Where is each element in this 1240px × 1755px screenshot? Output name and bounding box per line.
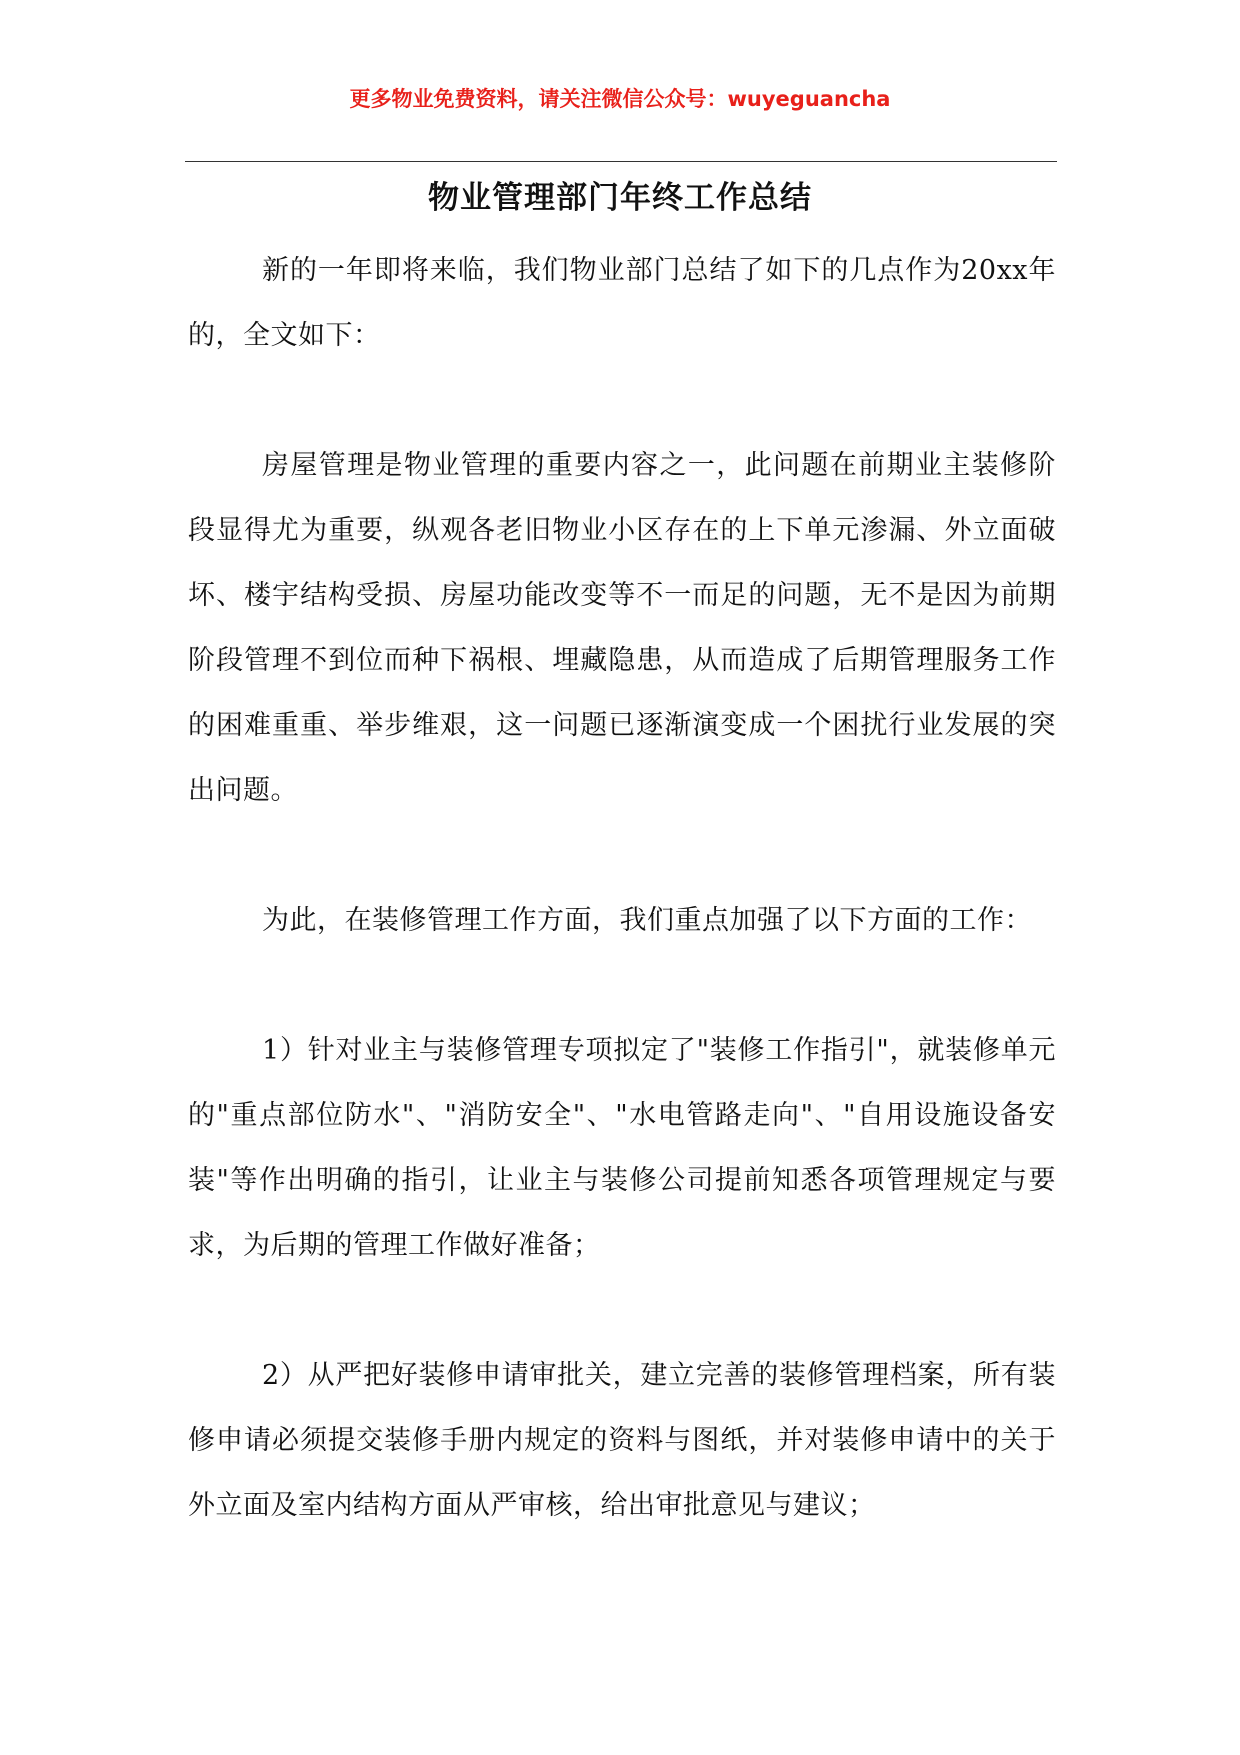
paragraph-housing-management: 房屋管理是物业管理的重要内容之一，此问题在前期业主装修阶段显得尤为重要，纵观各老旧物业小区存在的上下单元渗漏、外立面破坏、楼宇结构受损、房屋功能改变等不一而足的问题，无不是因为前期阶段管理不到位而种下祸根、埋藏隐患，从而造成了后期管理服务工作的困难重重、举步维艰，这一问题已逐渐演变成一个困扰行业发展的突出问题。 bbox=[188, 450, 1056, 806]
paragraph-item-1: 1）针对业主与装修管理专项拟定了"装修工作指引"，就装修单元的"重点部位防水"、"消防安全"、"水电管路走向"、"自用设施设备安装"等作出明确的指引，让业主与装修公司提前知悉各项管理规定与要求，为后期的管理工作做好准备； bbox=[188, 1035, 1056, 1261]
paragraph-gap bbox=[188, 823, 1056, 888]
paragraph-gap bbox=[188, 1278, 1056, 1343]
header-divider bbox=[185, 161, 1057, 162]
document-body bbox=[188, 238, 1056, 1538]
paragraph-renovation-focus: 为此，在装修管理工作方面，我们重点加强了以下方面的工作： bbox=[262, 905, 1032, 936]
paragraph-gap bbox=[188, 368, 1056, 433]
paragraph-item-2: 2）从严把好装修申请审批关，建立完善的装修管理档案，所有装修申请必须提交装修手册内规定的资料与图纸，并对装修申请中的关于外立面及室内结构方面从严审核，给出审批意见与建议； bbox=[188, 1360, 1056, 1521]
paragraph-intro: 新的一年即将来临，我们物业部门总结了如下的几点作为20xx年的，全文如下： bbox=[188, 255, 1056, 351]
header-banner: 更多物业免费资料，请关注微信公众号：wuyeguancha bbox=[349, 87, 891, 111]
document-title: 物业管理部门年终工作总结 bbox=[428, 180, 812, 216]
paragraph-gap bbox=[188, 953, 1056, 1018]
